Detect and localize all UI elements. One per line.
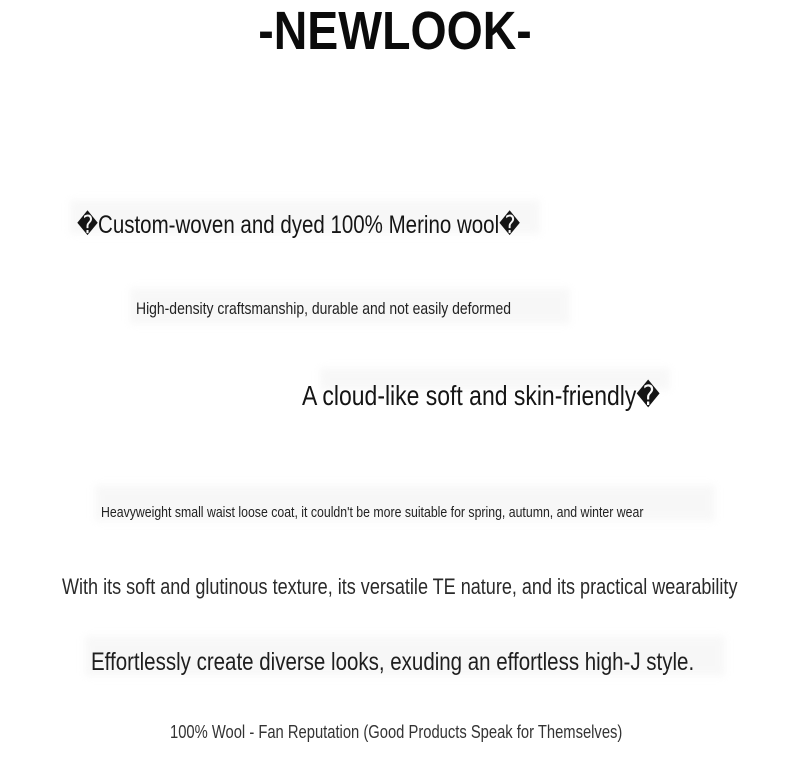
feature-line-soft: A cloud-like soft and skin-friendly� — [302, 380, 660, 411]
feature-line-heavyweight: Heavyweight small waist loose coat, it couldn't be more suitable for spring, autumn, and winter wear — [101, 504, 644, 521]
brand-logo-text: -NEWLOOK- — [258, 1, 532, 61]
feature-line-texture: With its soft and glutinous texture, its versatile TE nature, and its practical wearability — [62, 574, 738, 599]
feature-line-looks: Effortlessly create diverse looks, exuding an effortless high-J style. — [91, 648, 695, 676]
feature-line-reputation: 100% Wool - Fan Reputation (Good Products Speak for Themselves) — [170, 722, 623, 742]
feature-line-merino: �Custom-woven and dyed 100% Merino wool� — [77, 211, 521, 239]
feature-line-craftsmanship: High-density craftsmanship, durable and not easily deformed — [136, 299, 512, 318]
